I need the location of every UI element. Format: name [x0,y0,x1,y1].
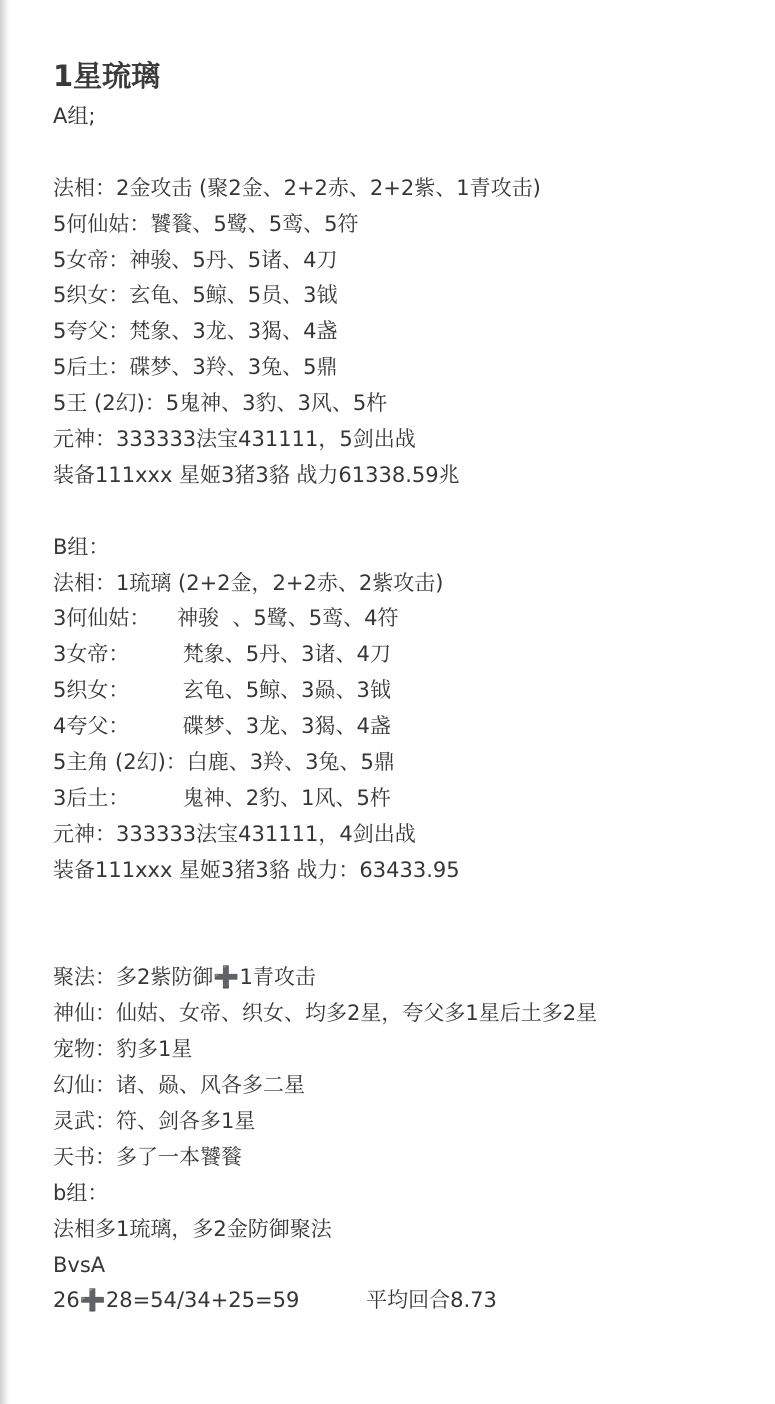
note-line: 3何仙姑： 神骏 、5鹭、5鸾、4符 [53,606,399,631]
note-line: 5后土：碟梦、3羚、3兔、5鼎 [53,355,338,380]
note-line: 4夸父： 碟梦、3龙、3猲、4盏 [53,714,391,739]
note-line [53,924,753,960]
note-line: b组： [53,1180,109,1205]
note-title: 1星琉璃 [53,59,161,93]
note-line: 5王 (2幻)：5鬼神、3豹、3风、5杵 [53,391,388,416]
note-line [53,889,753,925]
note-line: 5织女：玄龟、5鲸、5员、3钺 [53,283,338,308]
note-line: 幻仙：诸、赑、风各多二星 [53,1073,305,1098]
note-document [53,56,753,1319]
note-line: 天书：多了一本饕餮 [53,1144,242,1169]
note-line: 灵武：符、剑各多1星 [53,1108,256,1133]
note-line: 元神：333333法宝431111，5剑出战 [53,427,416,452]
note-line: 宠物：豹多1星 [53,1037,193,1062]
note-line: 5夸父：梵象、3龙、3猲、4盏 [53,319,338,344]
note-line [53,494,753,530]
note-line: A组; [53,104,96,128]
note-line: 元神：333333法宝431111，4剑出战 [53,821,416,846]
note-line: 装备111xxx 星姬3猪3貉 战力：63433.95 [53,857,460,882]
note-line: 5主角 (2幻)：白鹿、3羚、3兔、5鼎 [53,750,395,775]
left-edge-shadow [0,0,9,1404]
note-line: 法相多1琉璃，多2金防御聚法 [53,1216,332,1241]
note-body [53,99,753,1319]
note-line: 3女帝： 梵象、5丹、3诸、4刀 [53,642,391,667]
note-line [53,135,753,171]
note-line: 神仙：仙姑、女帝、织女、均多2星，夸父多1星后土多2星 [53,1001,598,1026]
note-line: 5女帝：神骏、5丹、5诸、4刀 [53,247,338,272]
note-line: 3后土： 鬼神、2豹、1风、5杵 [53,785,391,810]
note-line: 聚法：多2紫防御➕1青攻击 [53,965,316,990]
note-line: B组： [53,534,110,559]
note-line: BvsA [53,1252,106,1277]
note-line: 26➕28=54/34+25=59 平均回合8.73 [53,1288,497,1313]
note-line: 装备111xxx 星姬3猪3貉 战力61338.59兆 [53,462,460,487]
note-line: 法相：1琉璃 (2+2金，2+2赤、2紫攻击) [53,570,444,595]
note-line: 5何仙姑：饕餮、5鹭、5鸾、5符 [53,211,359,236]
note-line: 5织女： 玄龟、5鲸、3赑、3钺 [53,678,391,703]
note-line: 法相：2金攻击 (聚2金、2+2赤、2+2紫、1青攻击) [53,175,541,200]
